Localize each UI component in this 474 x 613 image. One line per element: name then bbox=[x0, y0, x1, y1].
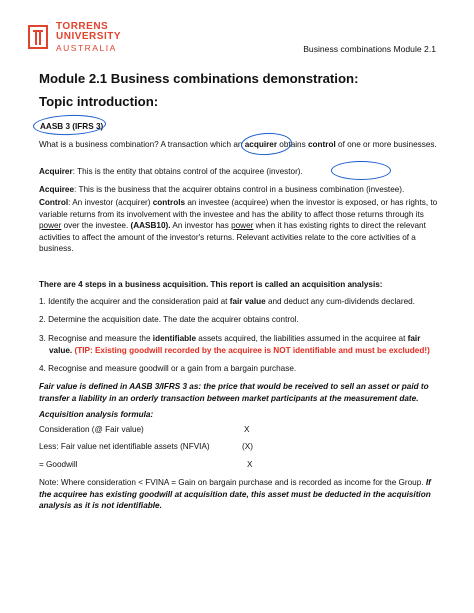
logo-line-3: AUSTRALIA bbox=[56, 43, 117, 53]
step-1 bbox=[39, 296, 439, 308]
step-3-identifiable: identifiable bbox=[152, 334, 197, 343]
bc-acquirer: acquirer bbox=[244, 140, 278, 149]
business-combination-question bbox=[39, 139, 439, 151]
running-header: Business combinations Module 2.1 bbox=[303, 44, 436, 54]
acquiree-text: : This is the business that the acquirer obtains control in a business combination (investee). bbox=[74, 185, 405, 194]
bc-control: control bbox=[307, 140, 336, 149]
step-3-value: value. bbox=[49, 345, 73, 355]
control-aasb: (AASB10). bbox=[130, 221, 171, 231]
formula-row-value: X bbox=[247, 460, 253, 469]
step-3 bbox=[39, 333, 439, 356]
step-3-text-a: 3. Recognise and measure the bbox=[39, 334, 153, 343]
bc-text-3: of one or more businesses. bbox=[335, 140, 437, 149]
acquiree-term: Acquiree bbox=[39, 185, 75, 194]
step-4: 4. Recognise and measure goodwill or a gain from a bargain purchase. bbox=[39, 364, 297, 373]
acquirer-term: Acquirer bbox=[39, 167, 73, 176]
note-emphasis: If the acquiree has existing goodwill at acquisition date, this asset must be deducted in the acquisition analysis as it is not identifiable. bbox=[39, 478, 431, 511]
step-1-text-c: and deduct any cum-dividends declared. bbox=[265, 297, 415, 306]
acquiree-definition bbox=[39, 184, 439, 196]
university-logo-text bbox=[56, 22, 121, 53]
step-1-fair-value: fair value bbox=[229, 297, 266, 306]
step-2: 2. Determine the acquisition date. The date the acquirer obtains control. bbox=[39, 315, 299, 324]
ink-ellipse-acquirer bbox=[240, 132, 292, 157]
formula-row-label: Consideration (@ Fair value) bbox=[39, 425, 144, 434]
control-text-1: : An investor (acquirer) bbox=[68, 198, 153, 207]
logo-line-2: UNIVERSITY bbox=[56, 31, 122, 42]
formula-heading: Acquisition analysis formula: bbox=[39, 410, 154, 419]
step-3-tip: (TIP: Existing goodwill recorded by the acquiree is NOT identifiable and must be excluded!) bbox=[72, 345, 430, 355]
control-power-2: power bbox=[231, 221, 254, 231]
formula-row-label: Less: Fair value net identifiable assets (NFVIA) bbox=[39, 442, 210, 451]
control-text-3: over the investee. bbox=[61, 221, 131, 231]
control-term: Control bbox=[39, 198, 69, 207]
step-1-text-a: 1. Identify the acquirer and the consideration paid at bbox=[39, 297, 230, 306]
control-text-4: An investor has bbox=[170, 221, 232, 231]
note-text: Note: Where consideration < FVINA = Gain on bargain purchase and is recorded as income for the Group. bbox=[39, 478, 426, 487]
step-3-text-c: assets acquired, the liabilities assumed in the acquiree at bbox=[196, 334, 408, 343]
control-text-2: an investee (acquiree) when the investor is exposed, or has rights, to variable returns from its involvement with the investee and has the ability to affect those returns through its bbox=[39, 198, 438, 219]
logo-line-1: TORRENS bbox=[56, 21, 109, 32]
control-definition bbox=[39, 197, 439, 255]
section-heading: Topic introduction: bbox=[39, 94, 159, 109]
formula-row-value: X bbox=[244, 425, 250, 434]
ink-ellipse-investor bbox=[331, 161, 391, 180]
step-3-fair: fair bbox=[407, 334, 421, 343]
formula-row-label: = Goodwill bbox=[39, 460, 78, 469]
standard-label: AASB 3 (IFRS 3) bbox=[40, 122, 104, 131]
fair-value-definition: Fair value is defined in AASB 3/IFRS 3 as: the price that would be received to sell an asset or paid to transfer a liability in an orderly transaction between market participants at the measurement date. bbox=[39, 382, 429, 403]
formula-row-value: (X) bbox=[242, 442, 253, 451]
steps-heading: There are 4 steps in a business acquisition. This report is called an acquisition analysis: bbox=[39, 280, 383, 289]
note-paragraph bbox=[39, 477, 439, 512]
torrens-logo-icon bbox=[28, 25, 48, 49]
control-text-5: when it has existing rights to direct the relevant activities to affect the amount of the investor's returns. Relevant activities relate to the core activities of a business. bbox=[39, 221, 426, 254]
acquirer-text: : This is the entity that obtains control of the acquiree (investor). bbox=[72, 167, 303, 176]
control-power-1: power bbox=[39, 221, 62, 231]
page-title: Module 2.1 Business combinations demonstration: bbox=[39, 71, 359, 86]
bc-text-1: What is a business combination? A transaction which an bbox=[39, 140, 245, 149]
bc-text-2: obtains bbox=[277, 140, 308, 149]
ink-ellipse-standard bbox=[33, 114, 107, 137]
control-controls: controls bbox=[152, 198, 186, 207]
